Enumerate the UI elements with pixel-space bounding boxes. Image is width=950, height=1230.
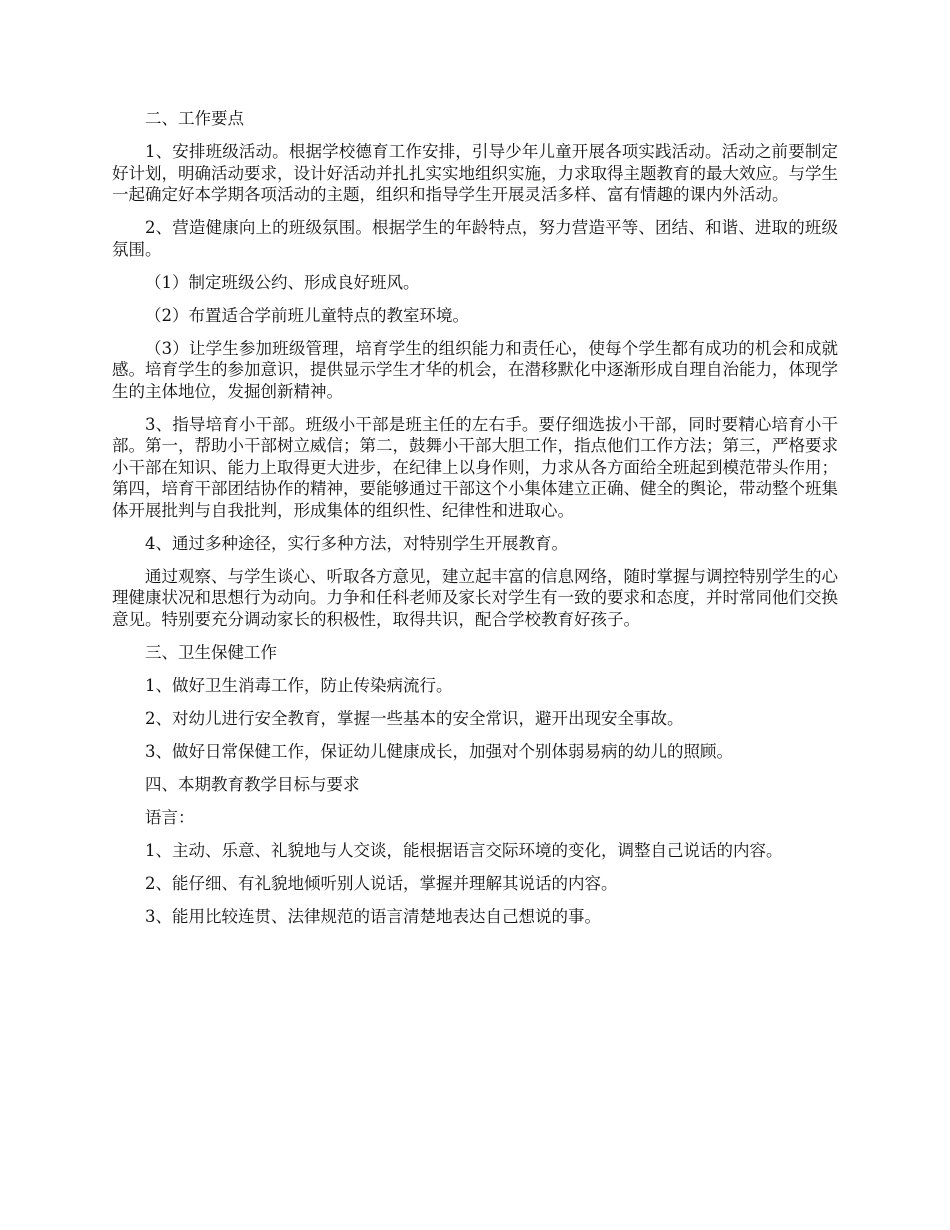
paragraph: 3、能用比较连贯、法律规范的语言清楚地表达自己想说的事。 bbox=[145, 906, 601, 926]
section-heading: 二、工作要点 bbox=[145, 109, 244, 128]
paragraph: 通过观察、与学生谈心、听取各方意见，建立起丰富的信息网络，随时掌握与调控特别学生的心理健康状况和思想行为动向。力争和任科老师及家长对学生有一致的要求和态度，并时常同他们交换意见。特别要充分调动家长的积极性，取得共识，配合学校教育好孩子。 bbox=[112, 566, 838, 629]
paragraph: （1）制定班级公约、形成良好班风。 bbox=[145, 272, 420, 292]
paragraph: 2、能仔细、有礼貌地倾听别人说话，掌握并理解其说话的内容。 bbox=[145, 873, 618, 893]
paragraph: 4、通过多种途径，实行多种方法，对特别学生开展教育。 bbox=[145, 533, 568, 553]
paragraph: 3、做好日常保健工作，保证幼儿健康成长，加强对个别体弱易病的幼儿的照顾。 bbox=[145, 741, 733, 761]
paragraph: 1、做好卫生消毒工作，防止传染病流行。 bbox=[145, 675, 453, 695]
document-page bbox=[112, 108, 838, 939]
subsection-label: 语言： bbox=[145, 807, 195, 827]
paragraph: 2、对幼儿进行安全教育，掌握一些基本的安全常识，避开出现安全事故。 bbox=[145, 708, 684, 728]
paragraph: （3）让学生参加班级管理，培育学生的组织能力和责任心，使每个学生都有成功的机会和成就感。培育学生的参加意识，提供显示学生才华的机会，在潜移默化中逐渐形成自理自治能力，体现学生的主体地位，发掘创新精神。 bbox=[112, 338, 838, 401]
paragraph: 2、营造健康向上的班级氛围。根据学生的年龄特点，努力营造平等、团结、和谐、进取的班级氛围。 bbox=[112, 218, 838, 259]
paragraph: 1、安排班级活动。根据学校德育工作安排，引导少年儿童开展各项实践活动。活动之前要制定好计划，明确活动要求，设计好活动并扎扎实实地组织实施，力求取得主题教育的最大效应。与学生一起确定好本学期各项活动的主题，组织和指导学生开展灵活多样、富有情趣的课内外活动。 bbox=[112, 142, 838, 204]
paragraph: 1、主动、乐意、礼貌地与人交谈，能根据语言交际环境的变化，调整自己说话的内容。 bbox=[145, 840, 783, 860]
section-heading: 三、卫生保健工作 bbox=[145, 642, 277, 662]
paragraph: （2）布置适合学前班儿童特点的教室环境。 bbox=[145, 305, 469, 325]
section-heading: 四、本期教育教学目标与要求 bbox=[145, 774, 360, 794]
paragraph: 3、指导培育小干部。班级小干部是班主任的左右手。要仔细选拔小干部，同时要精心培育小干部。第一，帮助小干部树立威信；第二，鼓舞小干部大胆工作，指点他们工作方法；第三，严格要求小干部在知识、能力上取得更大进步，在纪律上以身作则，力求从各方面给全班起到模范带头作用；第四，培育干部团结协作的精神，要能够通过干部这个小集体建立正确、健全的舆论，带动整个班集体开展批判与自我批判，形成集体的组织性、纪律性和进取心。 bbox=[112, 414, 838, 520]
